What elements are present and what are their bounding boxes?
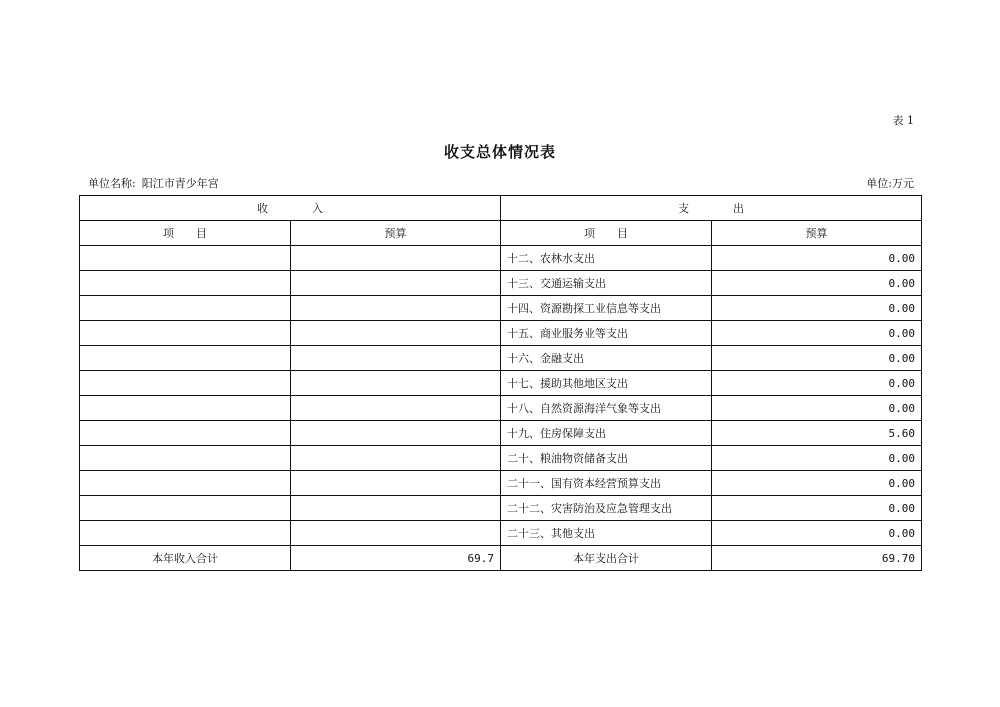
expense-header: 支 出 (501, 196, 922, 221)
expense-item-cell: 十八、自然资源海洋气象等支出 (501, 396, 712, 421)
income-item-cell (80, 496, 291, 521)
table-row (80, 521, 922, 546)
unit-name (88, 175, 225, 191)
income-total-value: 69.7 (291, 546, 501, 571)
income-item-cell (80, 396, 291, 421)
budget-table (79, 195, 922, 571)
income-budget-cell (291, 271, 501, 296)
expense-item-cell: 二十三、其他支出 (501, 521, 712, 546)
expense-budget-cell: 0.00 (712, 271, 922, 296)
income-item-cell (80, 246, 291, 271)
expense-budget-cell: 0.00 (712, 471, 922, 496)
expense-budget-cell: 0.00 (712, 496, 922, 521)
income-header: 收 入 (80, 196, 501, 221)
income-budget-cell (291, 521, 501, 546)
income-item-cell (80, 271, 291, 296)
income-budget-cell (291, 371, 501, 396)
expense-item-cell: 十三、交通运输支出 (501, 271, 712, 296)
table-row (80, 296, 922, 321)
income-budget-cell (291, 296, 501, 321)
income-budget-cell (291, 246, 501, 271)
expense-item-cell: 十四、资源勘探工业信息等支出 (501, 296, 712, 321)
expense-budget-cell: 0.00 (712, 521, 922, 546)
table-row (80, 246, 922, 271)
income-item-header: 项 目 (80, 221, 291, 246)
income-budget-cell (291, 346, 501, 371)
income-item-cell (80, 371, 291, 396)
expense-item-cell: 二十、粮油物资储备支出 (501, 446, 712, 471)
unit-name-label: 单位名称: (88, 177, 136, 190)
income-budget-cell (291, 446, 501, 471)
header-row-columns (80, 221, 922, 246)
unit-name-value: 阳江市青少年宫 (141, 177, 219, 190)
expense-item-cell: 十七、援助其他地区支出 (501, 371, 712, 396)
expense-budget-cell: 0.00 (712, 296, 922, 321)
expense-budget-cell: 0.00 (712, 321, 922, 346)
table-row (80, 321, 922, 346)
currency-unit: 单位:万元 (866, 177, 914, 190)
income-budget-cell (291, 396, 501, 421)
expense-budget-cell: 0.00 (712, 371, 922, 396)
expense-item-cell: 十九、住房保障支出 (501, 421, 712, 446)
expense-item-cell: 二十一、国有资本经营预算支出 (501, 471, 712, 496)
income-budget-cell (291, 321, 501, 346)
page-title: 收支总体情况表 (443, 143, 556, 161)
income-item-cell (80, 321, 291, 346)
expense-item-cell: 十五、商业服务业等支出 (501, 321, 712, 346)
expense-item-header: 项 目 (501, 221, 712, 246)
income-item-cell (80, 471, 291, 496)
expense-total-value: 69.70 (712, 546, 922, 571)
table-row (80, 346, 922, 371)
expense-budget-cell: 0.00 (712, 246, 922, 271)
expense-budget-cell: 5.60 (712, 421, 922, 446)
header-row-sections (80, 196, 922, 221)
income-item-cell (80, 346, 291, 371)
expense-item-cell: 十六、金融支出 (501, 346, 712, 371)
expense-budget-header: 预算 (712, 221, 922, 246)
expense-item-cell: 二十二、灾害防治及应急管理支出 (501, 496, 712, 521)
income-item-cell (80, 521, 291, 546)
expense-item-cell: 十二、农林水支出 (501, 246, 712, 271)
expense-budget-cell: 0.00 (712, 396, 922, 421)
income-budget-header: 预算 (291, 221, 501, 246)
income-budget-cell (291, 471, 501, 496)
table-row (80, 396, 922, 421)
table-row (80, 271, 922, 296)
table-row (80, 446, 922, 471)
table-row (80, 371, 922, 396)
income-item-cell (80, 421, 291, 446)
income-budget-cell (291, 496, 501, 521)
income-item-cell (80, 446, 291, 471)
expense-budget-cell: 0.00 (712, 446, 922, 471)
income-item-cell (80, 296, 291, 321)
income-budget-cell (291, 421, 501, 446)
table-number: 表 1 (892, 114, 914, 127)
table-row (80, 496, 922, 521)
expense-budget-cell: 0.00 (712, 346, 922, 371)
table-row (80, 421, 922, 446)
totals-row (80, 546, 922, 571)
expense-total-label: 本年支出合计 (501, 546, 712, 571)
table-row (80, 471, 922, 496)
income-total-label: 本年收入合计 (80, 546, 291, 571)
